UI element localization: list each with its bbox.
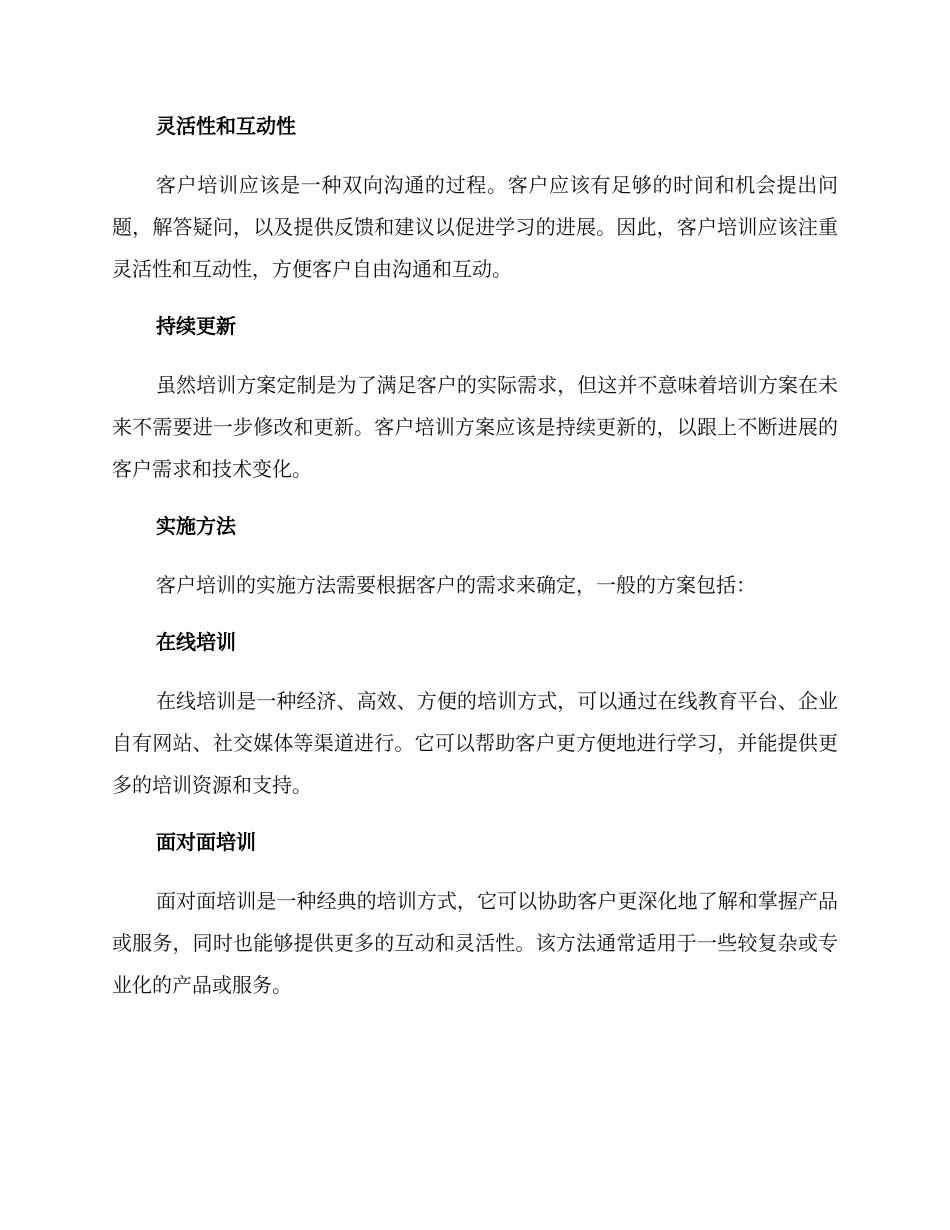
section-heading: 面对面培训 bbox=[156, 830, 256, 854]
section-heading: 持续更新 bbox=[156, 314, 236, 338]
section-face-to-face-training bbox=[112, 826, 838, 1006]
section-implementation-method bbox=[112, 510, 838, 606]
section-paragraph: 在线培训是一种经济、高效、方便的培训方式，可以通过在线教育平台、企业自有网站、社交媒体等渠道进行。它可以帮助客户更方便地进行学习，并能提供更多的培训资源和支持。 bbox=[112, 689, 838, 797]
section-paragraph: 客户培训的实施方法需要根据客户的需求来确定，一般的方案包括： bbox=[156, 573, 756, 597]
section-flexibility bbox=[112, 110, 838, 290]
section-paragraph: 客户培训应该是一种双向沟通的过程。客户应该有足够的时间和机会提出问题，解答疑问，以及提供反馈和建议以促进学习的进展。因此，客户培训应该注重灵活性和互动性，方便客户自由沟通和互动。 bbox=[112, 173, 838, 281]
section-online-training bbox=[112, 626, 838, 806]
section-heading: 实施方法 bbox=[156, 514, 236, 538]
section-heading: 在线培训 bbox=[156, 630, 236, 654]
section-heading: 灵活性和互动性 bbox=[156, 114, 296, 138]
section-paragraph: 虽然培训方案定制是为了满足客户的实际需求，但这并不意味着培训方案在未来不需要进一步修改和更新。客户培训方案应该是持续更新的，以跟上不断进展的客户需求和技术变化。 bbox=[112, 373, 838, 481]
section-continuous-update bbox=[112, 310, 838, 490]
section-paragraph: 面对面培训是一种经典的培训方式，它可以协助客户更深化地了解和掌握产品或服务，同时也能够提供更多的互动和灵活性。该方法通常适用于一些较复杂或专业化的产品或服务。 bbox=[112, 889, 838, 997]
